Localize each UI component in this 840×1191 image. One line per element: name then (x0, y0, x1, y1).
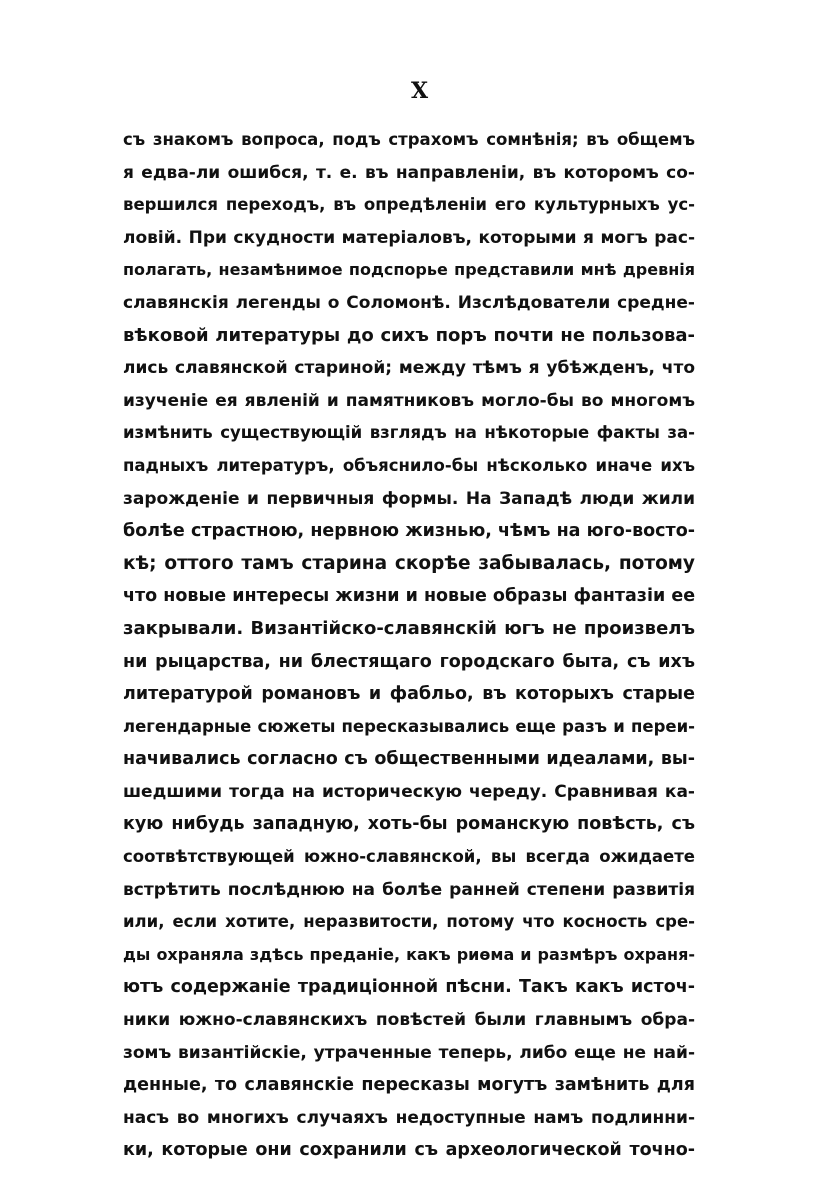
text-line: насъ во многихъ случаяхъ недоступные намъ подлинни- (123, 1107, 695, 1128)
text-line: начивались согласно съ общественными идеалами, вы- (123, 749, 695, 770)
text-line: изученіе ея явленій и памятниковъ могло-бы во многомъ (123, 390, 695, 411)
text-line: падныхъ литературъ, объяснило-бы нѣсколько иначе ихъ (123, 455, 695, 475)
text-line: ки, которые они сохранили съ археологической точно- (123, 1140, 695, 1161)
text-line: или, если хотите, неразвитости, потому что косность сре- (123, 912, 695, 932)
text-line: шедшими тогда на историческую череду. Сравнивая ка- (123, 781, 695, 802)
text-line: что новые интересы жизни и новые образы фантазіи ее (123, 586, 695, 607)
text-line: закрывали. Византійско-славянскій югъ не произвелъ (123, 617, 695, 639)
text-line: полагать, незамѣнимое подспорье представили мнѣ древнія (123, 260, 695, 280)
text-line: зарожденіе и первичныя формы. На Западѣ люди жили (123, 488, 695, 509)
text-line: лись славянской стариной; между тѣмъ я убѣжденъ, что (123, 358, 695, 379)
text-line: ды охраняла здѣсь преданіе, какъ риѳма и размѣръ охраня- (123, 944, 695, 964)
text-line: измѣнить существующій взглядъ на нѣкоторые факты за- (123, 423, 695, 443)
text-line: ловій. При скудности матеріаловъ, которыми я могъ рас- (123, 227, 695, 248)
text-line: ютъ содержаніе традиціонной пѣсни. Такъ какъ источ- (123, 977, 695, 998)
text-line: я едва-ли ошибся, т. е. въ направленіи, въ которомъ со- (123, 162, 695, 183)
text-line: кѣ; оттого тамъ старина скорѣе забывалась, потому (123, 552, 695, 574)
text-line: кую нибудь западную, хоть-бы романскую повѣсть, съ (123, 814, 695, 835)
text-line: соотвѣтствующей южно-славянской, вы всегда ожидаете (123, 847, 695, 867)
page-number: X (410, 78, 430, 104)
text-line: денные, то славянскіе пересказы могутъ замѣнить для (123, 1075, 695, 1096)
text-line: вершился переходъ, въ опредѣленіи его культурныхъ ус- (123, 195, 695, 215)
text-line: литературой романовъ и фабльо, въ которыхъ старые (123, 684, 695, 705)
text-line: вѣковой литературы до сихъ поръ почти не пользова- (123, 324, 695, 346)
text-line: зомъ византійскіе, утраченные теперь, либо еще не най- (123, 1042, 695, 1063)
text-line: ники южно-славянскихъ повѣстей были главнымъ обра- (123, 1010, 695, 1031)
body-text (123, 124, 695, 1167)
text-line: болѣе страстною, нервною жизнью, чѣмъ на юго-восто- (123, 521, 695, 542)
text-line: съ знакомъ вопроса, подъ страхомъ сомнѣнія; въ общемъ (123, 130, 695, 149)
text-line: встрѣтить послѣднюю на болѣе ранней степени развитія (123, 879, 695, 900)
text-line: славянскія легенды о Соломонѣ. Изслѣдователи средне- (123, 292, 695, 313)
text-line: ни рыцарства, ни блестящаго городскаго быта, съ ихъ (123, 651, 695, 672)
text-line: легендарные сюжеты пересказывались еще разъ и переи- (123, 716, 695, 736)
